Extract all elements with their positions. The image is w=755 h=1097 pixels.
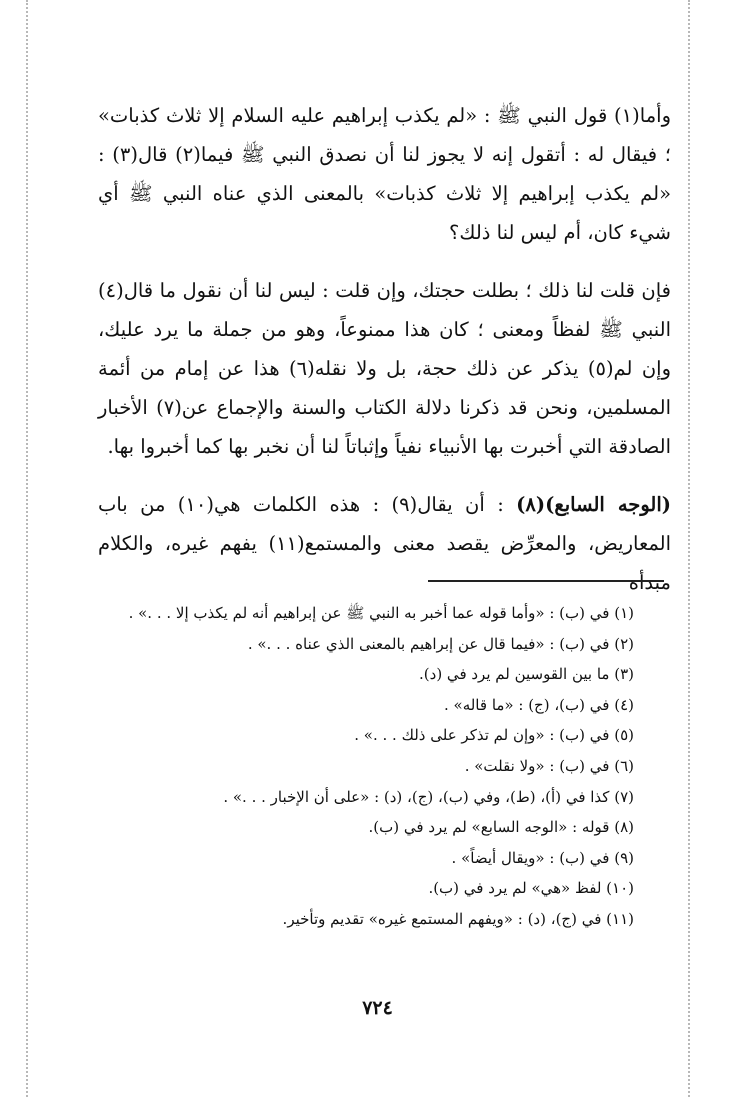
footnote-6: (٦) في (ب) : «ولا نقلت» . (464, 756, 634, 775)
footnote-11: (١١) في (ج)، (د) : «ويفهم المستمع غيره» تقديم وتأخير. (282, 909, 634, 928)
footnote-3: (٣) ما بين القوسين لم يرد في (د). (419, 665, 634, 684)
footnote-separator (428, 580, 664, 582)
paragraph-2: فإن قلت لنا ذلك ؛ بطلت حجتك، وإن قلت : ليس لنا أن نقول ما قال(٤) النبي ﷺ لفظاً ومعنى ؛ كان هذا ممنوعاً، وهو من جملة ما يرد عليك، وإن لم(٥) يذكر عن ذلك حجة، بل ولا نقله(٦) هذا عن إمام من أئمة المسلمين، ونحن قد ذكرنا دلالة الكتاب والسنة والإجماع عن(٧) الأخبار الصادقة التي أخبرت بها الأنبياء نفياً وإثباتاً لنا أن نخبر بها كما أخبروا بها. (98, 279, 671, 458)
footnote-5: (٥) في (ب) : «وإن لم تذكر على ذلك . . .» . (354, 726, 634, 745)
footnote-7: (٧) كذا في (أ)، (ط)، وفي (ب)، (ج)، (د) : «على أن الإخبار . . .» . (223, 787, 634, 806)
paragraph-3-text: : أن يقال(٩) : هذه الكلمات هي(١٠) من باب المعاريض، والمعرِّض يقصد معنى والمستمع(١١) يفهم غيره، والكلام مبدأه (98, 493, 671, 594)
paragraph-3 (98, 485, 671, 602)
footnotes (96, 598, 634, 935)
footnote-10: (١٠) لفظ «هي» لم يرد في (ب). (428, 879, 634, 898)
footnote-9: (٩) في (ب) : «ويقال أيضاً» . (451, 848, 634, 867)
paragraph-1: وأما(١) قول النبي ﷺ : «لم يكذب إبراهيم عليه السلام إلا ثلاث كذبات» ؛ فيقال له : أتقول إنه لا يجوز لنا أن نصدق النبي ﷺ فيما(٢) قال(٣) : «لم يكذب إبراهيم إلا ثلاث كذبات» بالمعنى الذي عناه النبي ﷺ أي شيء كان، أم ليس لنا ذلك؟ (98, 104, 671, 244)
footnote-4: (٤) في (ب)، (ج) : «ما قاله» . (443, 695, 634, 714)
footnote-1: (١) في (ب) : «وأما قوله عما أخبر به النبي ﷺ عن إبراهيم أنه لم يكذب إلا . . .» . (128, 604, 634, 622)
section-heading: (الوجه السابع)(٨) (516, 493, 671, 516)
footnote-2: (٢) في (ب) : «فيما قال عن إبراهيم بالمعنى الذي عناه . . .» . (247, 634, 634, 653)
left-dotted-margin (26, 0, 28, 1097)
footnote-8: (٨) قوله : «الوجه السابع» لم يرد في (ب). (368, 818, 634, 837)
right-dotted-margin (688, 0, 690, 1097)
page-number: ٧٢٤ (362, 997, 393, 1019)
